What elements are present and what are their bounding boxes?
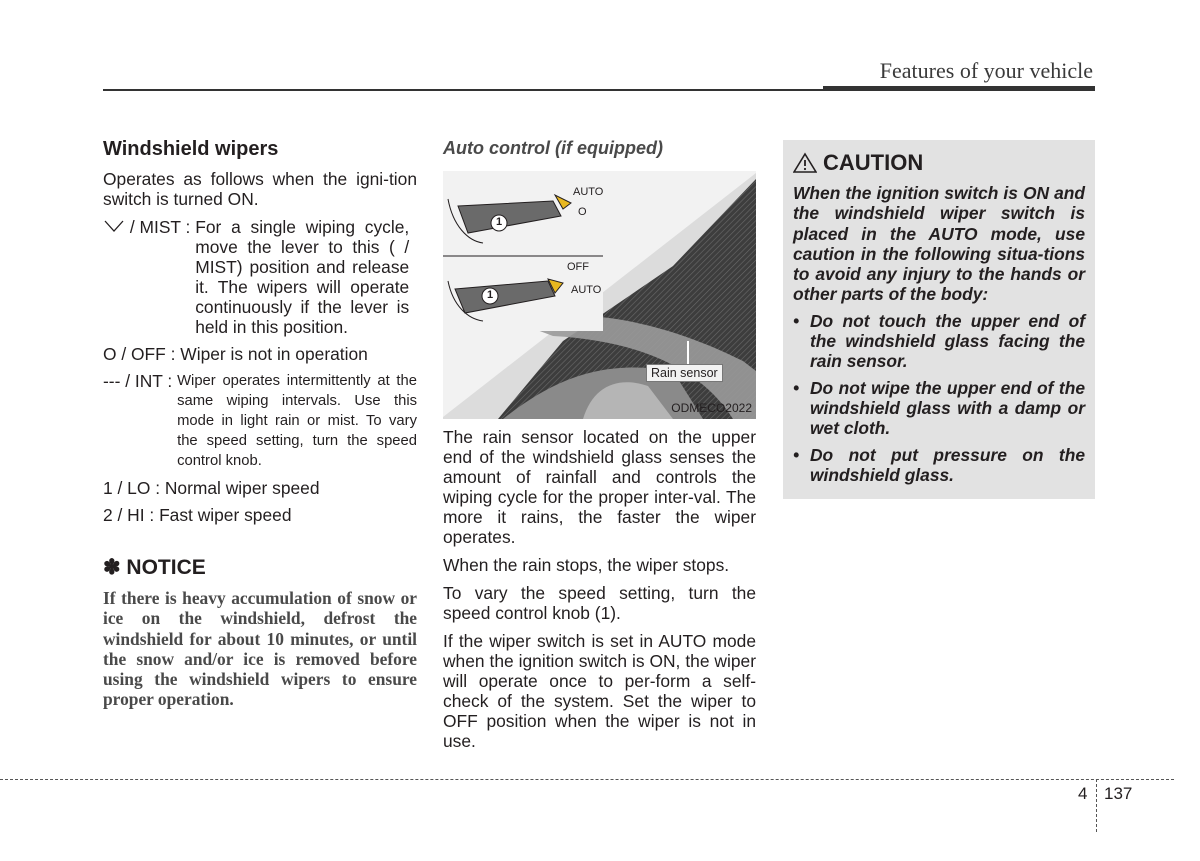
mode-entry-hi [103, 505, 417, 525]
caution-heading [793, 150, 1085, 176]
knob-number: 1 [496, 216, 503, 228]
mode-entry-int [103, 371, 417, 471]
subsection-heading: Auto control (if equipped) [443, 138, 663, 158]
notice-body: If there is heavy accumulation of snow or ice on the windshield, defrost the windshield for about 10 minutes, or until the snow and/or ice is removed before using the windshield wipers to ensure proper operation. [103, 588, 417, 710]
mode-key: --- / INT : [103, 371, 178, 391]
figure-label: OFF [567, 261, 589, 273]
mode-desc: For a single wiping cycle, move the lever to this ( / MIST) position and release it. The wipers will operate continuously if the lever is held in this position. [195, 217, 410, 337]
header-rule-accent [823, 86, 1095, 91]
bullet-text: Do not wipe the upper end of the windshield glass with a damp or wet cloth. [810, 377, 1085, 439]
column-auto-control [443, 138, 756, 759]
footer-divider [1096, 779, 1097, 832]
caution-bullet [793, 311, 1085, 372]
page-header-title: Features of your vehicle [879, 58, 1093, 83]
wiper-figure [443, 171, 756, 419]
bullet-text: Do not touch the upper end of the windshield glass facing the rain sensor. [810, 310, 1085, 372]
paragraph: When the rain stops, the wiper stops. [443, 555, 730, 575]
page-number: 137 [1104, 784, 1133, 803]
chapter-number: 4 [1078, 784, 1088, 803]
warning-icon [793, 152, 817, 174]
footer-rule [0, 779, 1174, 780]
mode-key [103, 217, 195, 337]
column-wipers [103, 138, 417, 710]
section-heading: Windshield wipers [103, 138, 279, 160]
figure-label: AUTO [571, 284, 602, 296]
mode-entry-lo [103, 478, 417, 498]
mode-key: 2 / HI : [103, 505, 160, 525]
knob-number: 1 [487, 289, 494, 301]
mode-key-label: / MIST : [125, 217, 196, 237]
paragraph: The rain sensor located on the upper end of the windshield glass senses the amount of rainfall and controls the wiping cycle for the proper inter-val. The more it rains, the faster the wiper operates. [443, 427, 756, 547]
bullet-mark: • [793, 444, 800, 465]
caution-bullet [793, 378, 1085, 439]
mode-entry-off [103, 344, 417, 364]
paragraph: To vary the speed setting, turn the speed control knob (1). [443, 583, 756, 623]
caution-text: When the ignition switch is ON and the windshield wiper switch is placed in the AUTO mode, use caution in the following situa-tions to avoid any injury to the hands or other parts of the body: [793, 183, 1085, 305]
mode-desc: Wiper is not in operation [180, 344, 368, 364]
mode-key: 1 / LO : [103, 478, 165, 498]
bullet-mark: • [793, 310, 800, 331]
mode-desc: Fast wiper speed [159, 505, 292, 525]
caution-bullet [793, 445, 1085, 486]
caution-title: CAUTION [823, 150, 924, 175]
intro-text: Operates as follows when the igni-tion switch is turned ON. [103, 169, 417, 209]
figure-code: ODMECO2022 [671, 401, 752, 415]
bullet-text: Do not put pressure on the windshield glass. [810, 444, 1085, 485]
figure-label: AUTO [573, 186, 604, 198]
mode-desc: Normal wiper speed [164, 478, 320, 498]
paragraph: If the wiper switch is set in AUTO mode when the ignition switch is ON, the wiper will operate once to per-form a self-check of the system. Set the wiper to OFF position when the wiper is not in use. [443, 631, 756, 751]
notice-title: ✽ NOTICE [103, 556, 206, 579]
column-caution [783, 140, 1095, 499]
single-wipe-icon [103, 219, 125, 233]
rain-sensor-label: Rain sensor [646, 364, 723, 382]
caution-box [783, 140, 1095, 499]
mode-entry-mist [103, 217, 417, 337]
mode-key: O / OFF : [103, 344, 181, 364]
mode-desc: Wiper operates intermittently at the same wiping intervals. Use this mode in light rain or mist. To vary the speed setting, turn the speed control knob. [177, 373, 417, 469]
figure-label: O [578, 206, 587, 218]
bullet-mark: • [793, 377, 800, 398]
